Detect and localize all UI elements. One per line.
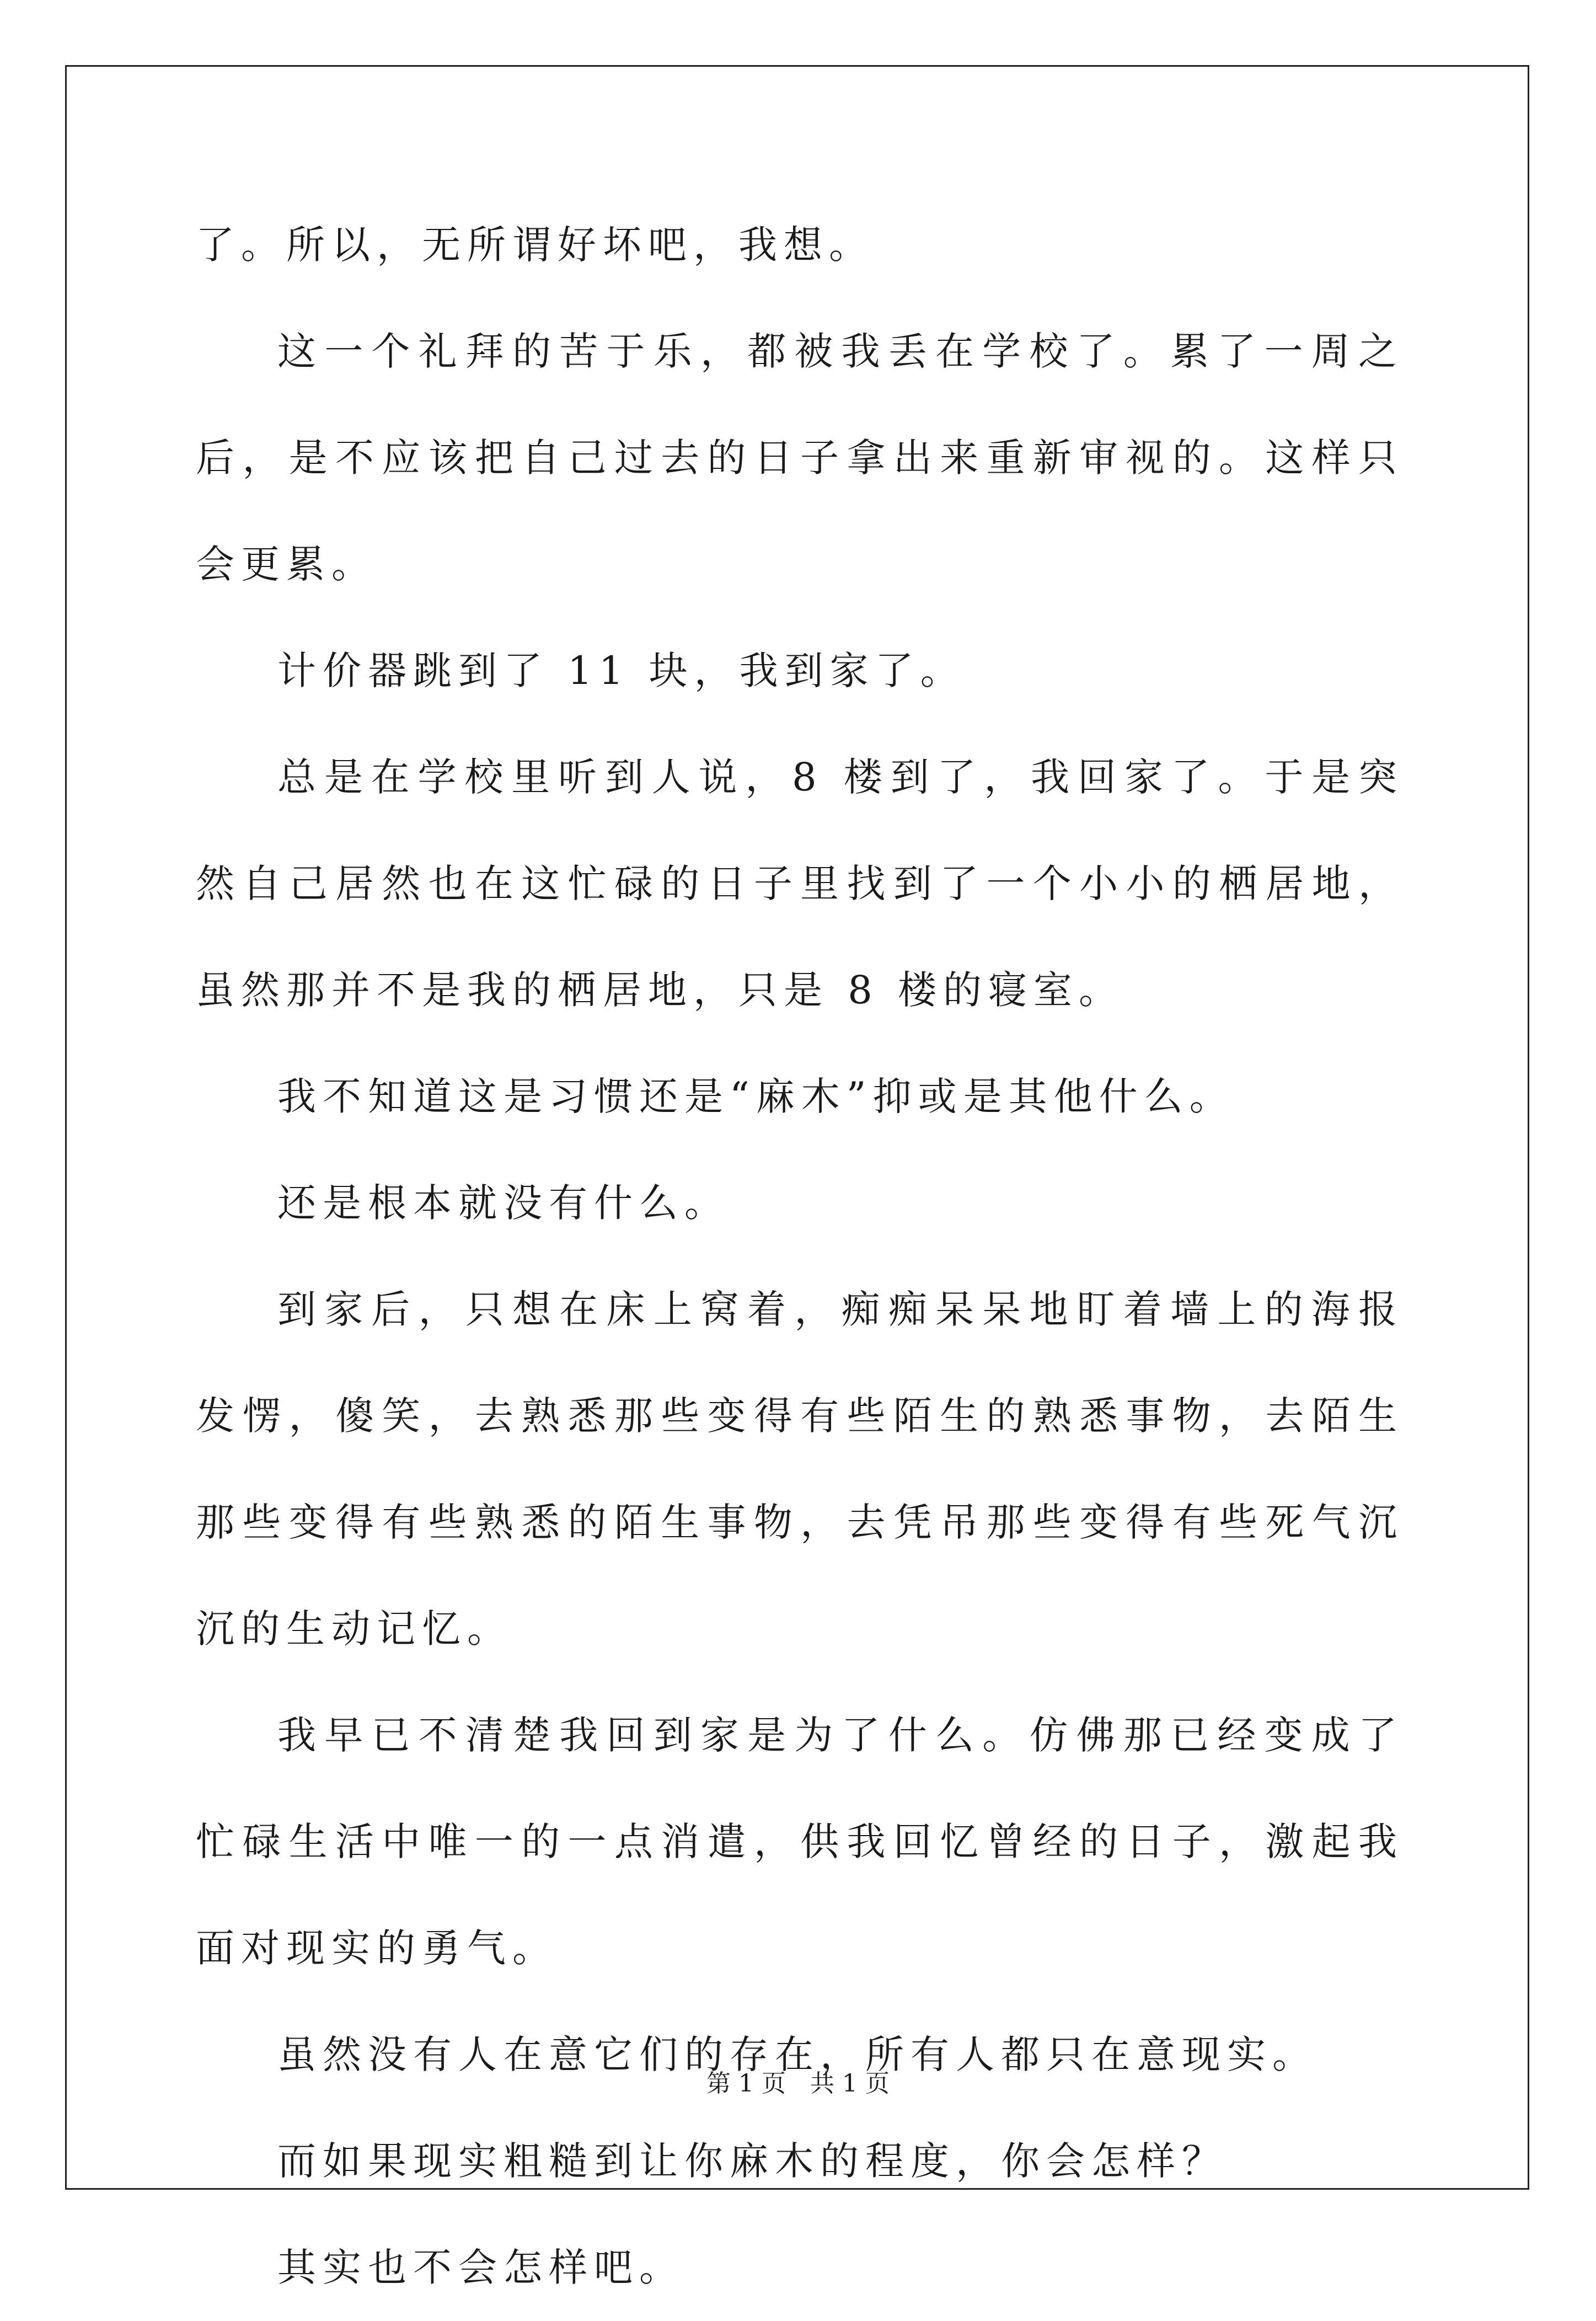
document-body: [196, 192, 1404, 2321]
paragraph: 这一个礼拜的苦于乐，都被我丢在学校了。累了一周之后，是不应该把自己过去的日子拿出来重新审视的。这样只会更累。: [196, 329, 1404, 587]
page-number-footer: 第 1 页 共 1 页: [706, 2069, 890, 2098]
paragraph: 我早已不清楚我回到家是为了什么。仿佛那已经变成了忙碌生活中唯一的一点消遣，供我回忆曾经的日子，激起我面对现实的勇气。: [196, 1713, 1404, 1971]
paragraph: 总是在学校里听到人说，8 楼到了，我回家了。于是突然自己居然也在这忙碌的日子里找到了一个小小的栖居地，虽然那并不是我的栖居地，只是 8 楼的寝室。: [196, 755, 1404, 1013]
paragraph: 还是根本就没有什么。: [277, 1180, 730, 1226]
paragraph: 计价器跳到了 11 块，我到家了。: [277, 648, 966, 693]
paragraph: 虽然没有人在意它们的存在，所有人都只在意现实。: [277, 2032, 1317, 2077]
paragraph: 了。所以，无所谓好坏吧，我想。: [196, 222, 874, 268]
paragraph: 到家后，只想在床上窝着，痴痴呆呆地盯着墙上的海报发愣，傻笑，去熟悉那些变得有些陌生的熟悉事物，去陌生那些变得有些熟悉的陌生事物，去凭吊那些变得有些死气沉沉的生动记忆。: [196, 1287, 1404, 1651]
paragraph: 我不知道这是习惯还是“麻木”抑或是其他什么。: [277, 1074, 1235, 1119]
paragraph: 其实也不会怎样吧。: [277, 2245, 684, 2290]
paragraph: 而如果现实粗糙到让你麻木的程度，你会怎样？: [277, 2138, 1227, 2184]
